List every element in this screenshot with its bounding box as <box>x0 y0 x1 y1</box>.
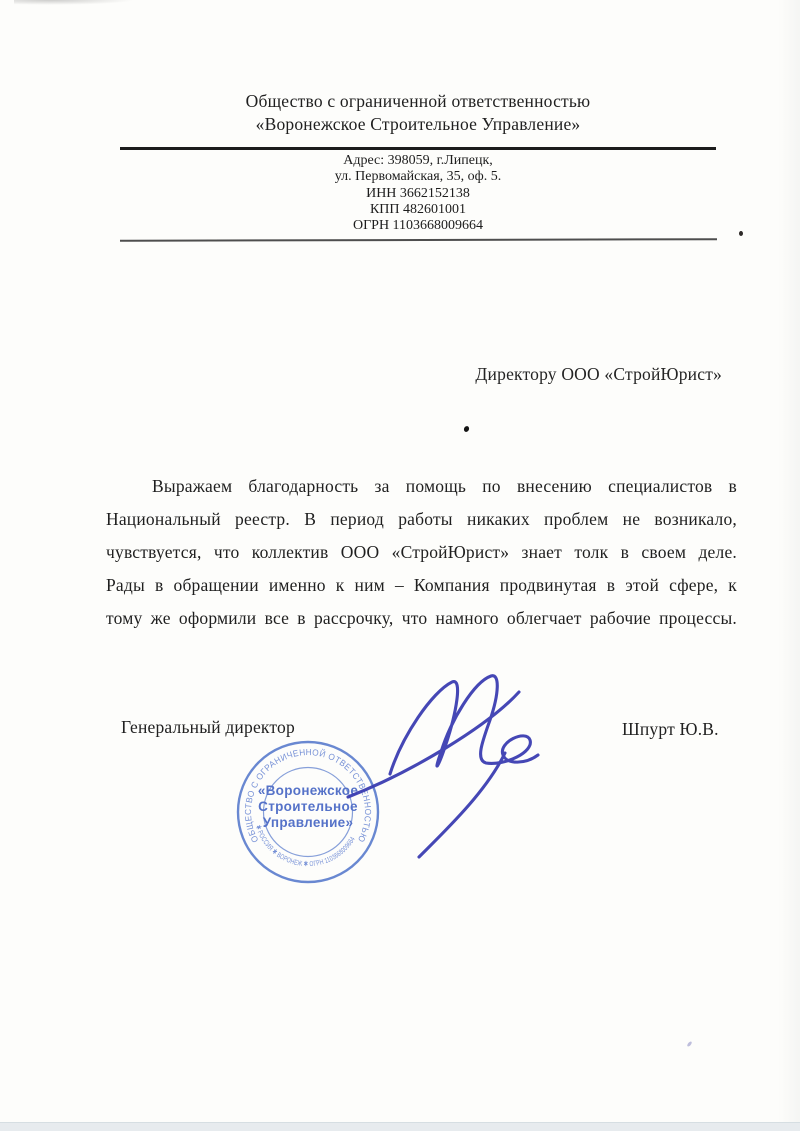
recipient-line: Директору ООО «СтройЮрист» <box>475 364 722 384</box>
stamp-center-line2: Строительное <box>258 799 358 814</box>
body-line: чувствуется, что коллектив ООО «СтройЮрист» знает толк в своем деле. <box>106 542 737 562</box>
scan-edge-shadow-right <box>778 0 800 1131</box>
body-line: Национальный реестр. В период работы никаких проблем не возникало, <box>106 509 737 529</box>
body-line: Рады в обращении именно к ним – Компания продвинутая в этой сфере, к <box>106 575 737 595</box>
ink-speck <box>739 231 743 236</box>
signature-stroke <box>348 692 519 797</box>
inn-line: ИНН 3662152138 <box>366 185 470 201</box>
company-stamp <box>238 742 378 882</box>
scan-edge-shadow-bottom <box>0 1122 800 1131</box>
stamp-center-line3: Управление» <box>262 815 354 830</box>
signature-stroke <box>390 676 538 774</box>
signer-name: Шпурт Ю.В. <box>622 719 719 739</box>
letterhead-divider-top <box>120 147 716 150</box>
org-name-line2: «Воронежское Строительное Управление» <box>255 114 581 134</box>
ogrn-line: ОГРН 1103668009664 <box>352 218 484 234</box>
address-line: Адрес: 398059, г.Липецк, <box>343 153 493 168</box>
handwritten-signature <box>348 676 538 857</box>
letterhead <box>120 90 716 136</box>
stamp-ring-top-text: ОБЩЕСТВО С ОГРАНИЧЕННОЙ ОТВЕТСТВЕННОСТЬЮ <box>242 747 374 845</box>
body-line: тому же оформили все в рассрочку, что намного облегчает рабочие процессы. <box>106 608 737 628</box>
stamp-ring-bottom-text: ✱ РОССИЯ ✱ ВОРОНЕЖ ✱ ОГРН 1103668009664 <box>253 823 358 869</box>
scan-artifact-top <box>14 0 134 5</box>
kpp-line: КПП 482601001 <box>369 201 467 217</box>
stamp-center-line1: «Воронежское <box>257 783 359 798</box>
ink-speck <box>686 1041 692 1048</box>
org-name-line1: Общество с ограниченной ответственностью <box>245 91 591 111</box>
address-block <box>120 153 716 234</box>
letterhead-divider-bottom <box>120 238 717 241</box>
ink-speck <box>463 425 470 433</box>
signature-stroke <box>419 753 505 857</box>
stamp-outer-circle <box>238 742 378 882</box>
body-paragraph <box>106 470 737 635</box>
signer-title: Генеральный директор <box>121 717 295 737</box>
stamp-inner-circle <box>264 768 353 857</box>
body-line: Выражаем благодарность за помощь по внесению специалистов в <box>152 476 737 496</box>
address-line: ул. Первомайская, 35, оф. 5. <box>334 169 502 185</box>
